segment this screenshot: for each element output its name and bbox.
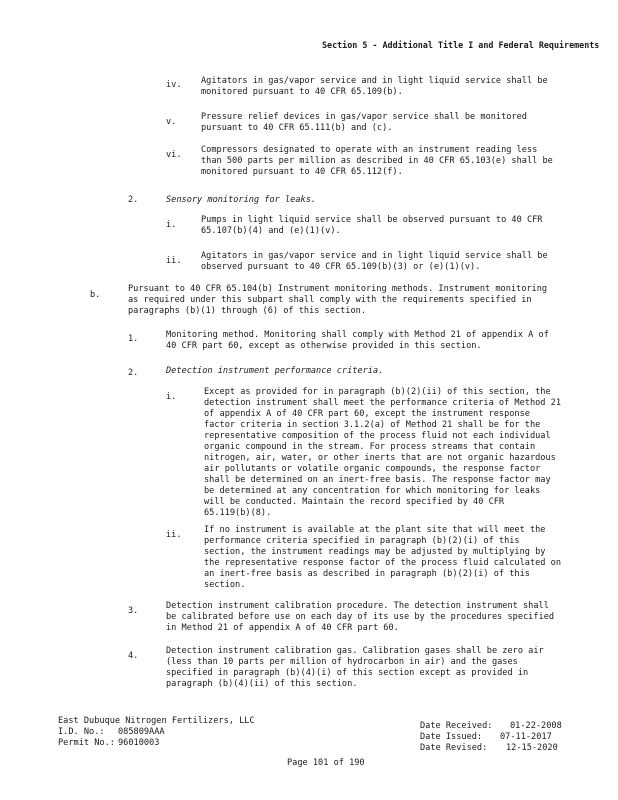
item-label-4: 4. (128, 651, 139, 661)
item-label-ii-b: ii. (166, 530, 182, 540)
page-number: Page 101 of 190 (287, 758, 365, 768)
text-line: Agitators in gas/vapor service and in light liquid service shall be (201, 76, 548, 86)
item-text-b (128, 284, 547, 317)
text-line: 65.107(b)(4) and (e)(1)(v). (201, 226, 341, 236)
text-line: will be conducted. Maintain the record specified by 40 CFR (204, 497, 505, 507)
item-label-3: 3. (128, 606, 139, 616)
item-text-vi (201, 145, 553, 178)
item-label-iv: iv. (166, 80, 182, 90)
text-line: 40 CFR part 60, except as otherwise provided in this section. (166, 341, 482, 351)
text-line: representative composition of the process fluid not each individual (204, 431, 551, 441)
text-line: Compressors designated to operate with an instrument reading less (201, 145, 538, 155)
footer-id-value: 085809AAA (118, 727, 165, 737)
text-line: specified in paragraph (b)(4)(i) of this section except as provided in (166, 668, 529, 678)
text-line: shall be determined on an inert-free basis. The response factor may (204, 475, 551, 485)
item-text-pumps (201, 215, 542, 237)
footer-issued-label: Date Issued: (420, 732, 483, 742)
item-label-i-a: i. (166, 220, 177, 230)
text-line: Detection instrument calibration procedure. The detection instrument shall (166, 601, 549, 611)
footer-issued-value: 07-11-2017 (500, 732, 552, 742)
item-text-criteria-i (204, 387, 561, 519)
footer-company: East Dubuque Nitrogen Fertilizers, LLC (58, 716, 255, 726)
item-text-calibration-gas (166, 646, 544, 690)
item-label-v: v. (166, 117, 177, 127)
text-line: Detection instrument calibration gas. Calibration gases shall be zero air (166, 646, 544, 656)
text-line: of appendix A of 40 CFR part 60, except the instrument response (204, 409, 530, 419)
text-line: an inert-free basis as described in paragraph (b)(2)(i) of this (204, 569, 530, 579)
item-label-2a: 2. (128, 195, 139, 205)
text-line: observed pursuant to 40 CFR 65.109(b)(3) or (e)(1)(v). (201, 262, 481, 272)
text-line: paragraphs (b)(1) through (6) of this section. (128, 306, 366, 316)
text-line: Sensory monitoring for leaks. (166, 195, 317, 205)
item-text-performance-criteria (166, 366, 383, 377)
text-line: nitrogen, air, water, or other inerts that are not organic hazardous (204, 453, 556, 463)
footer-revised-value: 12-15-2020 (506, 743, 558, 753)
text-line: section, the instrument readings may be adjusted by multiplying by (204, 547, 546, 557)
text-line: performance criteria specified in paragraph (b)(2)(i) of this (204, 536, 520, 546)
item-text-v (201, 112, 527, 134)
text-line: pursuant to 40 CFR 65.111(b) and (c). (201, 123, 393, 133)
text-line: Agitators in gas/vapor service and in light liquid service shall be (201, 251, 548, 261)
text-line: Detection instrument performance criteria. (166, 366, 384, 376)
footer-received-value: 01-22-2008 (510, 721, 562, 731)
text-line: monitored pursuant to 40 CFR 65.112(f). (201, 167, 403, 177)
item-label-2b: 2. (128, 368, 139, 378)
footer-revised-label: Date Revised: (420, 743, 488, 753)
text-line: Pumps in light liquid service shall be observed pursuant to 40 CFR (201, 215, 543, 225)
item-text-agitators (201, 251, 548, 273)
text-line: Except as provided for in paragraph (b)(2)(ii) of this section, the (204, 387, 551, 397)
item-text-monitoring-method (166, 330, 549, 352)
page-header-title: Section 5 - Additional Title I and Federal Requirements (322, 40, 600, 50)
footer-permit-label: Permit No.: (58, 738, 115, 748)
text-line: Pressure relief devices in gas/vapor service shall be monitored (201, 112, 527, 122)
text-line: organic compound in the stream. For process streams that contain (204, 442, 536, 452)
text-line: in Method 21 of appendix A of 40 CFR part 60. (166, 623, 399, 633)
item-label-vi: vi. (166, 150, 182, 160)
text-line: 65.119(b)(8). (204, 508, 272, 518)
text-line: paragraph (b)(4)(ii) of this section. (166, 679, 358, 689)
footer-received-label: Date Received: (420, 721, 493, 731)
footer-permit-value: 96010003 (118, 738, 160, 748)
item-label-ii-a: ii. (166, 256, 182, 266)
text-line: monitored pursuant to 40 CFR 65.109(b). (201, 87, 403, 97)
item-text-iv (201, 76, 548, 98)
text-line: detection instrument shall meet the performance criteria of Method 21 (204, 398, 561, 408)
text-line: as required under this subpart shall comply with the requirements specified in (128, 295, 532, 305)
text-line: air pollutants or volatile organic compounds, the response factor (204, 464, 541, 474)
text-line: Monitoring method. Monitoring shall comply with Method 21 of appendix A of (166, 330, 549, 340)
text-line: section. (204, 580, 246, 590)
item-label-1: 1. (128, 334, 139, 344)
text-line: factor criteria in section 3.1.2(a) of Method 21 shall be for the (204, 420, 541, 430)
text-line: (less than 10 parts per million of hydrocarbon in air) and the gases (166, 657, 518, 667)
text-line: the representative response factor of the process fluid calculated on (204, 558, 561, 568)
item-label-i-b: i. (166, 392, 177, 402)
item-label-b: b. (90, 290, 101, 300)
text-line: be calibrated before use on each day of its use by the procedures specified (166, 612, 555, 622)
text-line: Pursuant to 40 CFR 65.104(b) Instrument monitoring methods. Instrument monitoring (128, 284, 548, 294)
text-line: be determined at any concentration for which monitoring for leaks (204, 486, 541, 496)
item-text-criteria-ii (204, 525, 561, 591)
text-line: If no instrument is available at the plant site that will meet the (204, 525, 546, 535)
footer-id-label: I.D. No.: (58, 727, 105, 737)
item-text-calibration-procedure (166, 601, 554, 634)
text-line: than 500 parts per million as described in 40 CFR 65.103(e) shall be (201, 156, 553, 166)
item-text-sensory (166, 195, 316, 206)
